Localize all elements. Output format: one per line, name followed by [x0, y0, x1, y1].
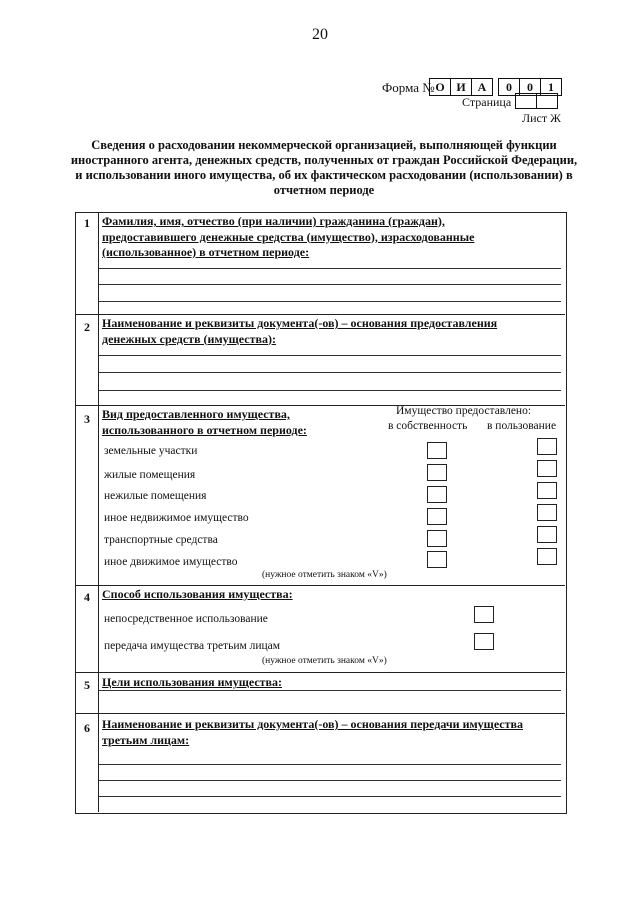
column-use: в пользование: [487, 420, 557, 432]
page-label: Страница: [462, 95, 512, 109]
property-type-item: иное недвижимое имущество: [104, 512, 249, 524]
fill-line[interactable]: [99, 690, 561, 691]
section-heading: Способ использования имущества:: [102, 587, 293, 601]
sheet-label: Лист Ж: [522, 111, 561, 125]
page-box[interactable]: [515, 93, 537, 109]
checkbox-use[interactable]: [537, 438, 557, 455]
section-divider: [75, 713, 565, 714]
fill-line[interactable]: [99, 780, 561, 781]
checkbox-ownership[interactable]: [427, 486, 447, 503]
form-code-cell: А: [471, 78, 493, 96]
section-number: 1: [84, 216, 90, 230]
section-heading: Цели использования имущества:: [102, 675, 283, 689]
fill-line[interactable]: [99, 301, 561, 302]
page-number: 20: [312, 26, 328, 43]
section-divider: [75, 585, 565, 586]
checkbox-ownership[interactable]: [427, 508, 447, 525]
fill-line[interactable]: [99, 796, 561, 797]
form-code-cell: И: [450, 78, 472, 96]
section-number: 3: [84, 412, 90, 426]
checkbox-usage-method[interactable]: [474, 633, 494, 650]
property-type-item: иное движимое имущество: [104, 556, 238, 568]
property-type-item: транспортные средства: [104, 534, 218, 546]
section-heading: Вид предоставленного имущества, использованного в отчетном периоде:: [102, 407, 307, 437]
checkbox-ownership[interactable]: [427, 551, 447, 568]
property-type-item: жилые помещения: [104, 469, 196, 481]
page-box[interactable]: [536, 93, 558, 109]
section-heading: Фамилия, имя, отчество (при наличии) гражданина (граждан), предоставившего денежные средства (имущество), израсходованные (использованное) в отчетном периоде:: [102, 214, 475, 259]
fill-line[interactable]: [99, 372, 561, 373]
section-number: 4: [84, 590, 90, 604]
checkbox-use[interactable]: [537, 504, 557, 521]
fill-line[interactable]: [99, 390, 561, 391]
page-number-boxes[interactable]: [516, 93, 558, 109]
fill-line[interactable]: [99, 764, 561, 765]
form-code-cell: 0: [498, 78, 520, 96]
checkbox-use[interactable]: [537, 548, 557, 565]
section-heading: Наименование и реквизиты документа(-ов) – основания предоставления денежных средств (имущества):: [102, 316, 498, 346]
property-type-item: земельные участки: [104, 445, 198, 457]
checkbox-use[interactable]: [537, 482, 557, 499]
checkbox-ownership[interactable]: [427, 442, 447, 459]
section-heading: Наименование и реквизиты документа(-ов) – основания передачи имущества третьим лицам:: [102, 717, 523, 747]
section-number: 2: [84, 320, 90, 334]
form-code-cell: 0: [519, 78, 541, 96]
usage-method-item: передача имущества третьим лицам: [104, 640, 281, 652]
section-divider: [75, 672, 565, 673]
number-column-divider: [98, 212, 99, 812]
property-type-item: нежилые помещения: [104, 490, 207, 502]
checkbox-ownership[interactable]: [427, 530, 447, 547]
section-divider: [75, 314, 565, 315]
form-code-cell: 1: [540, 78, 562, 96]
checkbox-use[interactable]: [537, 526, 557, 543]
document-title: Сведения о расходовании некоммерческой организацией, выполняющей функции иностранного агента, денежных средств, полученных от граждан Российской Федерации, и использовании иного имущества, об их фактическом расходовании (использовании) в отчетном периоде: [70, 138, 578, 197]
fill-line[interactable]: [99, 355, 561, 356]
column-ownership: в собственность: [388, 420, 468, 432]
usage-method-item: непосредственное использование: [104, 613, 268, 625]
form-code-cell: О: [429, 78, 451, 96]
fill-line[interactable]: [99, 268, 561, 269]
checkbox-usage-method[interactable]: [474, 606, 494, 623]
provided-label: Имущество предоставлено:: [396, 405, 532, 417]
section-number: 6: [84, 721, 90, 735]
form-number-label: Форма №: [382, 80, 435, 95]
mark-note: (нужное отметить знаком «V»): [262, 656, 387, 666]
checkbox-use[interactable]: [537, 460, 557, 477]
section-number: 5: [84, 678, 90, 692]
checkbox-ownership[interactable]: [427, 464, 447, 481]
mark-note: (нужное отметить знаком «V»): [262, 570, 387, 580]
fill-line[interactable]: [99, 284, 561, 285]
